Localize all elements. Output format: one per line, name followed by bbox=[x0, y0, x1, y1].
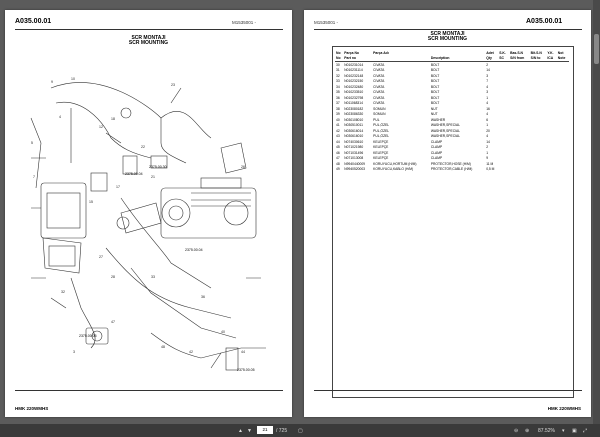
left-page bbox=[5, 10, 292, 417]
table-cell: N010232480 bbox=[344, 84, 364, 89]
header-cell: Bit.S.N bbox=[530, 50, 542, 55]
table-cell: N010231114 bbox=[344, 68, 363, 73]
zoom-level[interactable]: 87.52% bbox=[538, 427, 555, 434]
page-code: A035.00.01 bbox=[526, 18, 563, 25]
table-cell: PUL,ÖZEL bbox=[373, 123, 390, 128]
callout-ref: 2375.00.04 bbox=[125, 172, 143, 176]
svg-text:28: 28 bbox=[111, 275, 115, 279]
svg-text:42: 42 bbox=[189, 350, 193, 354]
table-cell: CIVATA bbox=[373, 101, 385, 106]
svg-text:5: 5 bbox=[31, 141, 33, 145]
table-cell: BOLT bbox=[430, 101, 440, 106]
table-cell: 4 bbox=[486, 84, 489, 89]
table-cell: 36 bbox=[336, 95, 340, 100]
table-cell: BOLT bbox=[430, 79, 440, 84]
table-cell: 37 bbox=[336, 101, 340, 106]
svg-text:22: 22 bbox=[141, 145, 145, 149]
table-cell bbox=[509, 167, 530, 173]
table-cell: 1 bbox=[486, 95, 489, 100]
table-cell: PROTECTOR,CABLE (H/M) bbox=[430, 167, 473, 172]
page-number-input[interactable]: 21 bbox=[257, 426, 273, 434]
svg-text:36: 36 bbox=[201, 295, 205, 299]
svg-text:12: 12 bbox=[99, 125, 103, 129]
table-cell: N074030610 bbox=[344, 139, 364, 144]
table-cell: 6 bbox=[486, 117, 489, 122]
table-cell bbox=[546, 167, 556, 173]
table-cell: 16 bbox=[486, 106, 490, 111]
svg-text:27: 27 bbox=[99, 255, 103, 259]
zoom-dropdown-icon[interactable]: ▾ bbox=[562, 427, 565, 434]
fit-width-icon[interactable]: ⤢ bbox=[583, 427, 588, 434]
table-cell: 20 bbox=[486, 128, 490, 133]
header-cell: Part no bbox=[343, 56, 372, 62]
table-cell: N023086330 bbox=[344, 112, 364, 117]
header-cell: Description bbox=[430, 56, 485, 62]
svg-text:18: 18 bbox=[111, 117, 115, 121]
header-cell: Y.K. bbox=[547, 50, 554, 55]
table-cell: N011068314 bbox=[344, 101, 363, 106]
table-cell: 33 bbox=[336, 79, 340, 84]
svg-text:4: 4 bbox=[59, 115, 61, 119]
divider bbox=[314, 390, 582, 391]
header-cell: Qty bbox=[485, 56, 498, 62]
table-cell bbox=[498, 167, 509, 173]
table-cell: 45 bbox=[336, 145, 340, 150]
svg-text:44: 44 bbox=[241, 350, 245, 354]
table-cell: 35 bbox=[336, 90, 340, 95]
header-cell: No bbox=[335, 56, 343, 62]
right-page bbox=[304, 10, 591, 417]
table-cell: 49 bbox=[336, 167, 340, 172]
table-cell: 39 bbox=[336, 112, 340, 117]
table-cell: N010233510 bbox=[344, 90, 364, 95]
table-cell: CIVATA bbox=[373, 68, 385, 73]
table-cell: KORUYUCU,KABLO (H/M) bbox=[373, 167, 414, 172]
svg-text:32: 32 bbox=[61, 290, 65, 294]
page-code: A035.00.01 bbox=[15, 18, 52, 25]
table-cell: PUL,ÖZEL bbox=[373, 128, 390, 133]
page-down-icon[interactable]: ▼ bbox=[247, 427, 252, 434]
table-cell: 38 bbox=[336, 106, 340, 111]
svg-text:3: 3 bbox=[73, 350, 75, 354]
table-cell: NUT bbox=[430, 112, 438, 117]
table-cell bbox=[557, 167, 569, 173]
table-cell: CIVATA bbox=[373, 62, 385, 67]
title-tr: SCR MONTAJI bbox=[430, 31, 465, 37]
table-cell: 9 bbox=[486, 156, 489, 161]
table-cell: 14 bbox=[486, 139, 490, 144]
table-cell: WASHER,SPECIAL bbox=[430, 123, 461, 128]
table-cell: KELEPÇE bbox=[373, 139, 389, 144]
svg-text:21: 21 bbox=[151, 175, 155, 179]
table-cell: 4 bbox=[486, 112, 489, 117]
table-cell: N010232150 bbox=[344, 79, 364, 84]
table-cell: 2 bbox=[486, 145, 489, 150]
header-cell: Bas.S.N bbox=[510, 50, 523, 55]
divider bbox=[15, 390, 283, 391]
scrollbar-thumb[interactable] bbox=[594, 34, 599, 64]
fit-page-icon[interactable]: ▢ bbox=[298, 427, 303, 434]
table-cell: 4 bbox=[486, 134, 489, 139]
table-cell: SOMUN bbox=[373, 112, 386, 117]
table-cell: CLAMP bbox=[430, 150, 443, 155]
page-up-icon[interactable]: ▲ bbox=[238, 427, 243, 434]
table-cell: 2 bbox=[486, 62, 489, 67]
table-cell: CIVATA bbox=[373, 95, 385, 100]
parts-table bbox=[335, 50, 569, 172]
header-cell: Adet bbox=[486, 50, 494, 55]
table-cell: N010232798 bbox=[344, 95, 364, 100]
table-cell: 47 bbox=[336, 156, 340, 161]
view-icon[interactable]: ▣ bbox=[572, 427, 577, 434]
table-cell: CIVATA bbox=[373, 73, 385, 78]
header-cell: ICA bbox=[546, 56, 556, 62]
svg-text:26: 26 bbox=[241, 165, 245, 169]
table-cell: 34 bbox=[336, 84, 340, 89]
table-cell: NUT bbox=[430, 106, 438, 111]
divider bbox=[314, 29, 582, 30]
table-cell: KELEPÇE bbox=[373, 150, 389, 155]
table-cell: 11 M bbox=[486, 161, 494, 166]
svg-text:23: 23 bbox=[171, 83, 175, 87]
total-pages: / 725 bbox=[276, 427, 288, 434]
header-cell: S.K. bbox=[499, 50, 506, 55]
table-cell: N010231014 bbox=[344, 62, 364, 67]
title-tr: SCR MONTAJI bbox=[131, 35, 166, 41]
table-cell: KELEPÇE bbox=[373, 145, 389, 150]
table-cell: 0,5 M bbox=[486, 167, 495, 172]
table-cell: N030108010 bbox=[344, 117, 364, 122]
table-cell: N030510011 bbox=[344, 123, 363, 128]
table-cell: BOLT bbox=[430, 90, 440, 95]
table-cell bbox=[530, 167, 547, 173]
table-cell: BOLT bbox=[430, 73, 440, 78]
table-cell: N9940440009 bbox=[344, 161, 366, 166]
svg-text:47: 47 bbox=[111, 320, 115, 324]
header-cell: S/N to bbox=[530, 56, 547, 62]
table-cell: WASHER bbox=[430, 117, 446, 122]
table-cell: N071013008 bbox=[344, 156, 364, 161]
page-footer: HMK 220WMHS bbox=[15, 406, 49, 411]
table-cell: N071021980 bbox=[344, 145, 364, 150]
viewer-toolbar bbox=[0, 424, 600, 437]
document-number: M1535001 - bbox=[314, 20, 339, 25]
table-cell: BOLT bbox=[430, 95, 440, 100]
table-cell: CIVATA bbox=[373, 84, 385, 89]
table-cell: N9940520003 bbox=[344, 167, 366, 172]
table-row bbox=[335, 167, 569, 173]
svg-text:7: 7 bbox=[33, 175, 35, 179]
table-cell: 41 bbox=[336, 123, 340, 128]
table-cell: BOLT bbox=[430, 84, 440, 89]
zoom-in-icon[interactable]: ⊕ bbox=[525, 427, 530, 434]
scr-mounting-diagram bbox=[11, 48, 287, 388]
callout-ref: 2375.00.05 bbox=[237, 368, 255, 372]
table-cell: N023080182 bbox=[344, 106, 364, 111]
table-cell: BOLT bbox=[430, 68, 440, 73]
table-cell: 44 bbox=[336, 139, 340, 144]
table-cell: KORUYUCU,HORTUM (H/M) bbox=[373, 161, 417, 166]
table-cell: 4 bbox=[486, 101, 489, 106]
table-cell: N030616014 bbox=[344, 128, 364, 133]
header-cell: No bbox=[336, 50, 341, 55]
table-cell: 31 bbox=[336, 68, 340, 73]
table-cell: PUL bbox=[373, 117, 380, 122]
table-cell: 43 bbox=[336, 134, 340, 139]
document-number: M1535001 - bbox=[232, 20, 257, 25]
table-cell: 32 bbox=[336, 73, 340, 78]
table-cell: KELEPÇE bbox=[373, 156, 389, 161]
table-cell: 48 bbox=[336, 161, 340, 166]
svg-text:15: 15 bbox=[89, 200, 93, 204]
table-cell: WASHER,SPECIAL bbox=[430, 134, 461, 139]
svg-text:33: 33 bbox=[151, 275, 155, 279]
divider bbox=[15, 29, 283, 30]
table-cell: 1 bbox=[486, 123, 489, 128]
table-cell: 3 bbox=[486, 90, 489, 95]
table-cell: N010232148 bbox=[344, 73, 364, 78]
table-cell: CIVATA bbox=[373, 79, 385, 84]
callout-ref: 2375.00.05 bbox=[79, 334, 97, 338]
svg-text:9: 9 bbox=[51, 80, 53, 84]
table-cell: 14 bbox=[486, 68, 490, 73]
header-cell: SC bbox=[498, 56, 509, 62]
table-cell: 1 bbox=[486, 150, 489, 155]
header-cell: Parça No bbox=[344, 50, 359, 55]
table-cell: 46 bbox=[336, 150, 340, 155]
table-cell: CLAMP bbox=[430, 139, 443, 144]
header-cell: Note bbox=[557, 56, 569, 62]
svg-text:48: 48 bbox=[161, 345, 165, 349]
table-cell: 30 bbox=[336, 62, 340, 67]
table-cell: 40 bbox=[336, 117, 340, 122]
svg-text:40: 40 bbox=[221, 330, 225, 334]
table-cell: 3 bbox=[486, 73, 489, 78]
parts-list-frame bbox=[332, 46, 574, 398]
table-cell: SOMUN bbox=[373, 106, 386, 111]
zoom-out-icon[interactable]: ⊖ bbox=[514, 427, 519, 434]
callout-ref: 2375.00.30 bbox=[149, 165, 167, 169]
table-cell: 7 bbox=[486, 79, 489, 84]
table-cell: 42 bbox=[336, 128, 340, 133]
table-cell: CLAMP bbox=[430, 145, 443, 150]
table-cell: CIVATA bbox=[373, 90, 385, 95]
table-cell: N071031496 bbox=[344, 150, 364, 155]
table-cell: PROTECTOR,HOSE (H/M) bbox=[430, 161, 471, 166]
title-en: SCR MOUNTING bbox=[128, 40, 169, 46]
page-footer: HMK 220WMHS bbox=[547, 406, 581, 411]
table-cell: PUL,ÖZEL bbox=[373, 134, 390, 139]
header-cell: Parça Adı bbox=[373, 50, 389, 55]
callout-ref: 2375.00.04 bbox=[185, 248, 203, 252]
table-cell: BOLT bbox=[430, 62, 440, 67]
table-cell: WASHER,SPECIAL bbox=[430, 128, 461, 133]
table-cell: CLAMP bbox=[430, 156, 443, 161]
svg-text:10: 10 bbox=[71, 77, 75, 81]
table-cell: N030616010 bbox=[344, 134, 364, 139]
header-cell: Not bbox=[557, 50, 564, 55]
header-cell: S/N from bbox=[509, 56, 530, 62]
svg-text:17: 17 bbox=[116, 185, 120, 189]
title-en: SCR MOUNTING bbox=[427, 36, 468, 42]
